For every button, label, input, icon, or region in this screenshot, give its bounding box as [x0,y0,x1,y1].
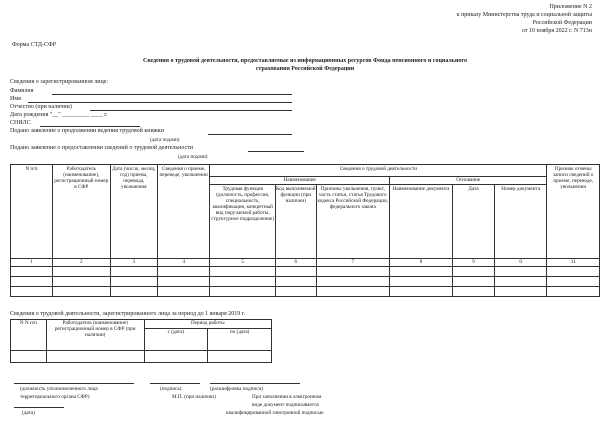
form-code: Форма СТД-СФР [12,42,57,48]
electronic-note-2: виде документ подписывается [252,402,319,408]
application-date-field[interactable] [208,134,292,135]
order-ref: к приказу Министерства труда и социальной защиты [456,12,592,18]
col-num: 6 [275,259,316,267]
refusal-date-caption: (дата подачи) [178,154,208,160]
col-header-date: Дата (число, месяц, год) приема, перевода, увольнения [110,165,157,259]
application-date-caption: (дата подачи) [150,137,180,143]
col-num: 2 [52,259,110,267]
col-num: 1 [11,259,53,267]
name-field[interactable] [28,102,292,103]
col-num: 11 [547,259,600,267]
main-table [10,164,600,297]
snils-field[interactable] [40,126,140,127]
col-header-cancel: Признак отмены записи сведений о приеме, переводе, увольнении [547,165,600,259]
col-header-position: Трудовая функция (должность, профессия, специальность, квалификация, конкретный вид поручаемой работы, структурное подразделение) [210,185,276,259]
org-caption: территориального органа СФР) [20,394,90,400]
col-header-doc-name: Наименование документа [390,185,453,259]
application-label: Подано заявление о продолжении ведения трудовой книжки [10,128,164,134]
second-section-title: Сведения о трудовой деятельности, зарегистрированного лица за период до 1 января 2019 г. [10,311,246,317]
pre2019-table [10,319,272,363]
pre2019-col-to: по (дата) [208,329,272,351]
refusal-date-field[interactable] [248,151,304,152]
col-header-employer: Работодатель (наименование), регистрационный номер в СФР [52,165,110,259]
col-header-doc-date: Дата [452,185,494,259]
table-row[interactable] [11,351,272,363]
surname-field[interactable] [52,94,292,95]
appendix-label: Приложение N 2 [549,4,592,10]
patronymic-label: Отчество (при наличии) [10,104,72,110]
group-header-name: Наименование [210,177,390,185]
pre2019-col-period: Период работы [144,320,271,329]
name-label: Имя [10,96,21,102]
signature-field[interactable] [150,383,200,384]
col-num: 7 [316,259,389,267]
group-header-basis: Основание [390,177,547,185]
position-caption: (должность уполномоченного лица [20,386,98,392]
col-num: 4 [157,259,209,267]
stamp-caption: М.П. (при наличии) [172,394,216,400]
refusal-label: Подано заявление о предоставлении сведений о трудовой деятельности [10,145,193,151]
group-header-activity: Сведения о трудовой деятельности [210,165,547,177]
order-date: от 10 ноября 2022 г. N 713н [521,28,592,34]
decode-field[interactable] [210,383,300,384]
decode-caption: (расшифровка подписи) [210,386,263,392]
col-header-event-type: Сведения о приеме, переводе, увольнении [157,165,209,259]
col-header-code: Код выполняемой функции (при наличии) [275,185,316,259]
page-title: Сведения о трудовой деятельности, предоставляемые из информационных ресурсов Фонда пенсионного и социального [142,58,468,64]
pre2019-col-no: N N п/п [11,320,47,351]
col-num: 9 [452,259,494,267]
snils-label: СНИЛС [10,120,31,126]
surname-label: Фамилия [10,88,34,94]
table-row[interactable] [11,287,600,297]
pre2019-col-employer: Работодатель (наименование) регистрационный номер в СФР (при наличии) [46,320,144,351]
patronymic-field[interactable] [90,110,292,111]
col-num: 3 [110,259,157,267]
col-header-doc-no: Номер документа [494,185,546,259]
col-num: 5 [210,259,276,267]
sign-caption: (подпись) [160,386,182,392]
electronic-note-1: При заполнении в электронном [252,394,322,400]
col-num: 0 [494,259,546,267]
date-field[interactable] [14,407,64,408]
date-caption: (дата) [22,410,35,416]
position-field[interactable] [14,383,134,384]
person-section-label: Сведения о зарегистрированном лице: [10,79,108,85]
col-header-reason: Причины увольнения, пункт, часть статьи, статья Трудового кодекса Российской Федерации, федерального закона [316,185,389,259]
page-title-line2: страхования Российской Федерации [255,66,355,72]
col-header-no: N п/п [11,165,53,259]
order-country: Российской Федерации [532,20,592,26]
electronic-note-3: квалифицированной электронной подписью [226,410,324,416]
table-row[interactable] [11,267,600,277]
pre2019-col-from: с (дата) [144,329,208,351]
column-numbers-row [11,259,600,267]
table-row[interactable] [11,277,600,287]
dob-label: Дата рождения "__" _________ ____ г. [10,112,108,118]
col-num: 8 [390,259,453,267]
